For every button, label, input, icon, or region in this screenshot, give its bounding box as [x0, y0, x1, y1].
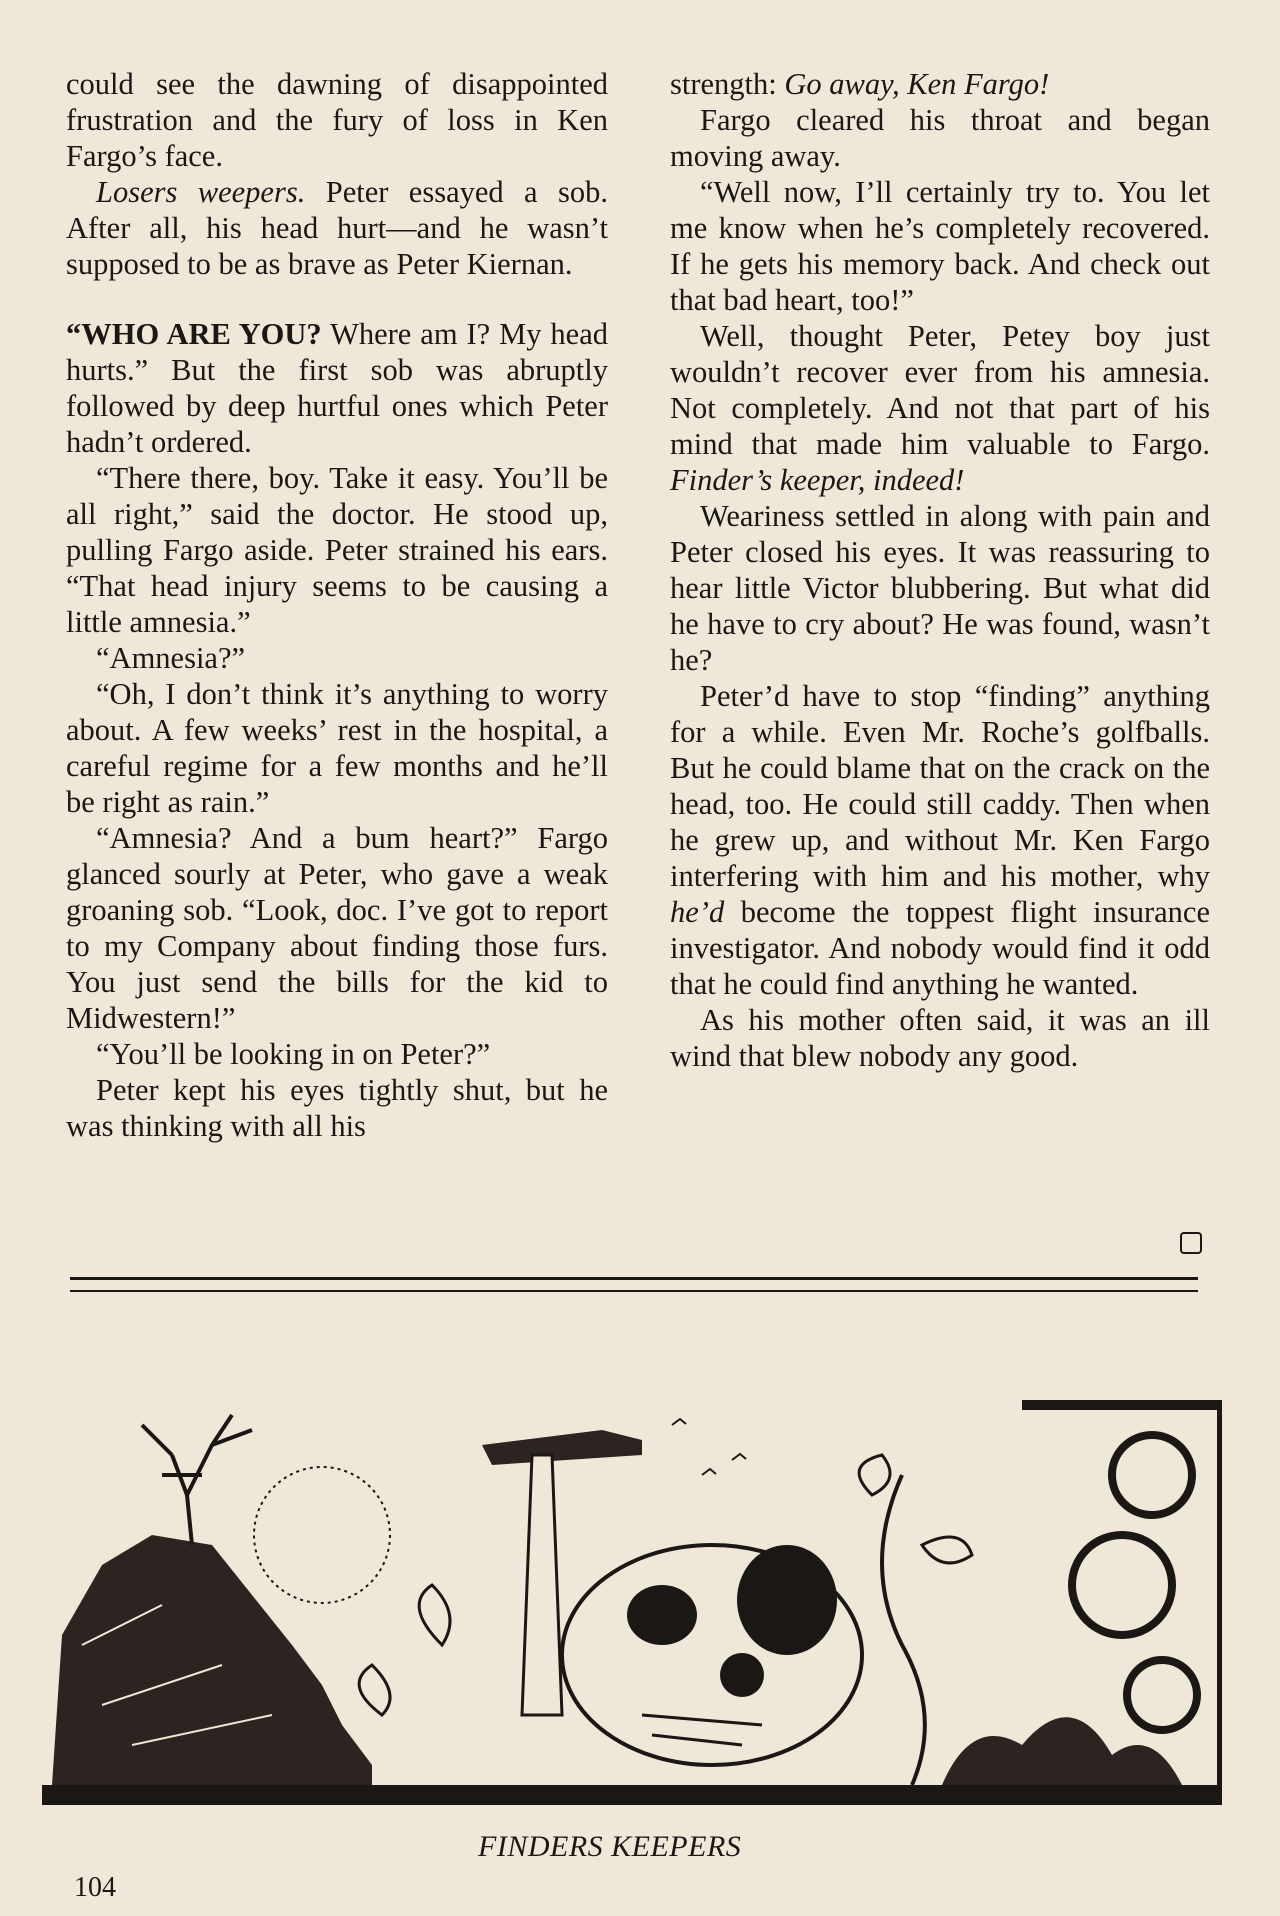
paragraph: As his mother often said, it was an ill wind that blew nobody any good. [670, 1003, 1210, 1073]
section-lead-in: “WHO ARE YOU? [66, 317, 322, 351]
paragraph-text: Where am I? My head hurts.” But the first sob was abruptly followed by deep hurtful ones which Peter hadn’t ordered. [66, 317, 608, 459]
paragraph-text: strength: [670, 67, 785, 101]
skull-ruins-illustration-icon [42, 1385, 1222, 1805]
paragraph-text: Well, thought Peter, Petey boy just wouldn’t recover ever from his amnesia. Not completely. And not that part of his mind that made him valuable to Fargo. [670, 319, 1210, 461]
italic-text: he’d [670, 895, 725, 929]
page-number: 104 [74, 1872, 116, 1903]
paragraph-text: become the toppest flight insurance investigator. And nobody would find it odd that he could find anything he wanted. [670, 895, 1210, 1001]
divider-rule [70, 1290, 1198, 1292]
divider-rule [70, 1277, 1198, 1280]
running-title: FINDERS KEEPERS [478, 1830, 742, 1863]
paragraph: “There there, boy. Take it easy. You’ll be all right,” said the doctor. He stood up, pulling Fargo aside. Peter strained his ears. “That head injury seems to be causing a little amnesia.” [66, 461, 608, 639]
paragraph [670, 318, 1210, 498]
paragraph: “You’ll be looking in on Peter?” [96, 1037, 491, 1071]
section-opening-paragraph [66, 316, 608, 460]
end-of-story-mark [1180, 1232, 1202, 1254]
right-column [670, 66, 1210, 1074]
paragraph: “Amnesia?” [96, 641, 246, 675]
paragraph: “Well now, I’ll certainly try to. You let me know when he’s completely recovered. If he gets his memory back. And check out that bad heart, too!” [670, 175, 1210, 317]
paragraph [670, 66, 1210, 102]
left-column [66, 66, 608, 1144]
paragraph: “Amnesia? And a bum heart?” Fargo glanced sourly at Peter, who gave a weak groaning sob. “Look, doc. I’ve got to report to my Company about finding those furs. You just send the bills for the kid to Midwestern!” [66, 821, 608, 1035]
italic-text: Go away, Ken Fargo! [784, 67, 1050, 101]
paragraph [670, 678, 1210, 1002]
paragraph: Weariness settled in along with pain and Peter closed his eyes. It was reassuring to hear little Victor blubbering. But what did he have to cry about? He was found, wasn’t he? [670, 499, 1210, 677]
paragraph [66, 174, 608, 282]
italic-text: Losers weepers. [96, 175, 306, 209]
paragraph: “Oh, I don’t think it’s anything to worry about. A few weeks’ rest in the hospital, a careful regime for a few months and he’ll be right as rain.” [66, 677, 608, 819]
paragraph-text: Peter’d have to stop “finding” anything for a while. Even Mr. Roche’s golfballs. But he could blame that on the crack on the head, too. He could still caddy. Then when he grew up, and without Mr. Ken Fargo interfering with him and his mother, why [670, 679, 1210, 893]
paragraph: Fargo cleared his throat and began moving away. [670, 103, 1210, 173]
paragraph: could see the dawning of disappointed frustration and the fury of loss in Ken Fargo’s face. [66, 67, 608, 173]
italic-text: Finder’s keeper, indeed! [670, 463, 965, 497]
paragraph: Peter kept his eyes tightly shut, but he was thinking with all his [66, 1073, 608, 1143]
paragraph-text: Peter essayed a sob. After all, his head hurt—and he wasn’t supposed to be as brave as Peter Kiernan. [66, 175, 608, 281]
